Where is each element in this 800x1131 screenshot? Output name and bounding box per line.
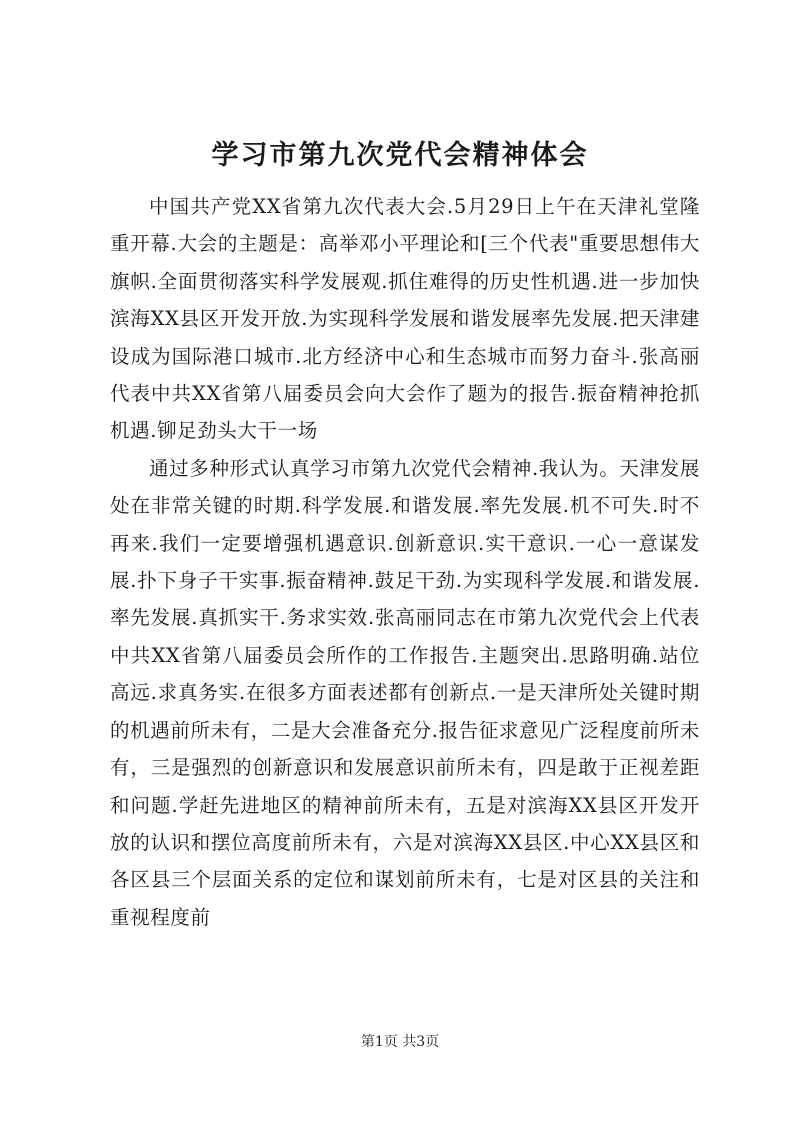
paragraph-2: 通过多种形式认真学习市第九次党代会精神.我认为。天津发展处在非常关键的时期.科学发展.和谐发展.率先发展.机不可失.时不再来.我们一定要增强机遇意识.创新意识.实干意识.一心一意谋发展.扑下身子干实事.振奋精神.鼓足干劲.为实现科学发展.和谐发展.率先发展.真抓实干.务求实效.张高丽同志在市第九次党代会上代表中共XX省第八届委员会所作的工作报告.主题突出.思路明确.站位高远.求真务实.在很多方面表述都有创新点.一是天津所处关键时期的机遇前所未有，二是大会准备充分.报告征求意见广泛程度前所未有，三是强烈的创新意识和发展意识前所未有，四是敢于正视差距和问题.学赶先进地区的精神前所未有，五是对滨海XX县区开发开放的认识和摆位高度前所未有，六是对滨海XX县区.中心XX县区和各区县三个层面关系的定位和谋划前所未有，七是对区县的关注和重视程度前 bbox=[110, 456, 700, 929]
page-title: 学习市第九次党代会精神体会 bbox=[211, 140, 589, 171]
document-body bbox=[110, 188, 700, 936]
paragraph-1: 中国共产党XX省第九次代表大会.5月29日上午在天津礼堂隆重开幕.大会的主题是：高举邓小平理论和[三个代表"重要思想伟大旗帜.全面贯彻落实科学发展观.抓住难得的历史性机遇.进一步加快滨海XX县区开发开放.为实现科学发展和谐发展率先发展.把天津建设成为国际港口城市.北方经济中心和生态城市而努力奋斗.张高丽代表中共XX省第八届委员会向大会作了题为的报告.振奋精神抢抓机遇.铆足劲头大干一场 bbox=[110, 195, 700, 443]
page-footer: 第1页 共3页 bbox=[360, 1034, 440, 1050]
